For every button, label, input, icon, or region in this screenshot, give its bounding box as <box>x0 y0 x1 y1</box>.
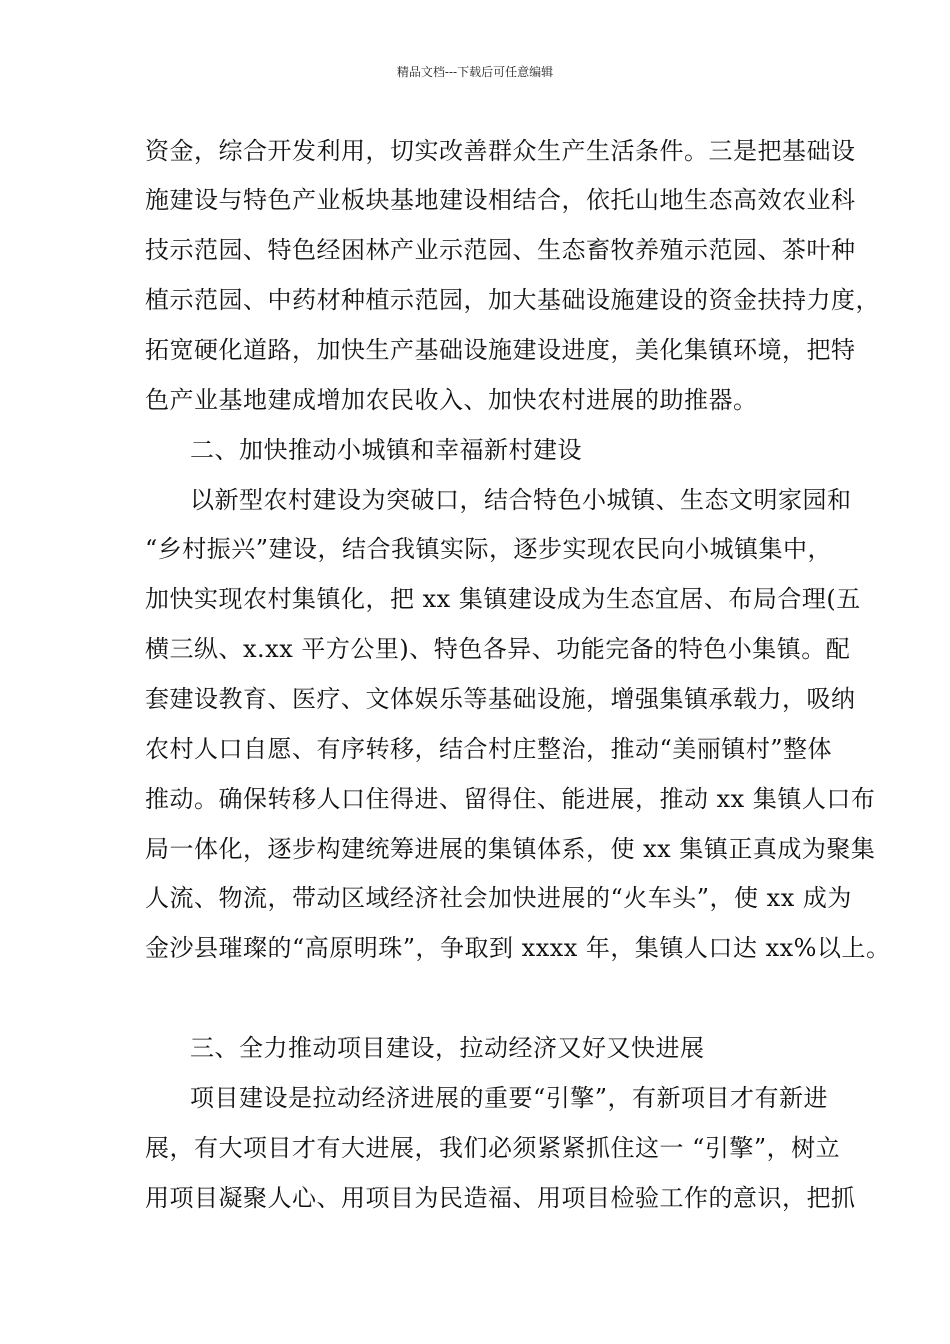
paragraph-line: 拓宽硬化道路，加快生产基础设施建设进度，美化集镇环境，把特 <box>145 336 856 364</box>
paragraph-line: 技示范园、特色经困林产业示范园、生态畜牧养殖示范园、茶叶种 <box>145 236 856 264</box>
paragraph-line: 加快实现农村集镇化，把 xx 集镇建设成为生态宜居、布局合理(五 <box>145 585 861 613</box>
paragraph-line: 色产业基地建成增加农民收入、加快农村进展的助推器。 <box>145 386 758 414</box>
section-heading: 三、全力推动项目建设，拉动经济又好又快进展 <box>190 1034 705 1062</box>
paragraph-line: 横三纵、x.xx 平方公里)、特色各异、功能完备的特色小集镇。配 <box>145 635 851 663</box>
paragraph-line: 资金，综合开发利用，切实改善群众生产生活条件。三是把基础设 <box>145 137 856 165</box>
paragraph-line: 施建设与特色产业板块基地建设相结合，依托山地生态高效农业科 <box>145 186 856 214</box>
paragraph-line: 金沙县璀璨的“高原明珠”，争取到 xxxx 年，集镇人口达 xx%以上。 <box>145 934 891 962</box>
paragraph-line: 人流、物流，带动区域经济社会加快进展的“火车头”，使 xx 成为 <box>145 884 852 912</box>
page-header-watermark: 精品文档---下载后可任意编辑 <box>396 65 554 79</box>
paragraph-line: 用项目凝聚人心、用项目为民造福、用项目检验工作的意识，把抓 <box>145 1184 856 1212</box>
paragraph-line: 以新型农村建设为突破口，结合特色小城镇、生态文明家园和 <box>190 486 852 514</box>
paragraph-line: 局一体化，逐步构建统筹进展的集镇体系，使 xx 集镇正真成为聚集 <box>145 835 876 863</box>
paragraph-line: 推动。确保转移人口住得进、留得住、能进展，推动 xx 集镇人口布 <box>145 785 876 813</box>
paragraph-line: 农村人口自愿、有序转移，结合村庄整治，推动“美丽镇村”整体 <box>145 735 833 763</box>
paragraph-line: 展，有大项目才有大进展，我们必须紧紧抓住这一 “引擎”，树立 <box>145 1134 841 1162</box>
paragraph-line: 项目建设是拉动经济进展的重要“引擎”，有新项目才有新进 <box>190 1084 829 1112</box>
paragraph-line: 植示范园、中药材种植示范园，加大基础设施建设的资金扶持力度， <box>145 286 880 314</box>
paragraph-line: 套建设教育、医疗、文体娱乐等基础设施，增强集镇承载力，吸纳 <box>145 685 856 713</box>
section-heading: 二、加快推动小城镇和幸福新村建设 <box>190 436 582 464</box>
paragraph-line: “乡村振兴”建设，结合我镇实际，逐步实现农民向小城镇集中， <box>145 535 833 563</box>
